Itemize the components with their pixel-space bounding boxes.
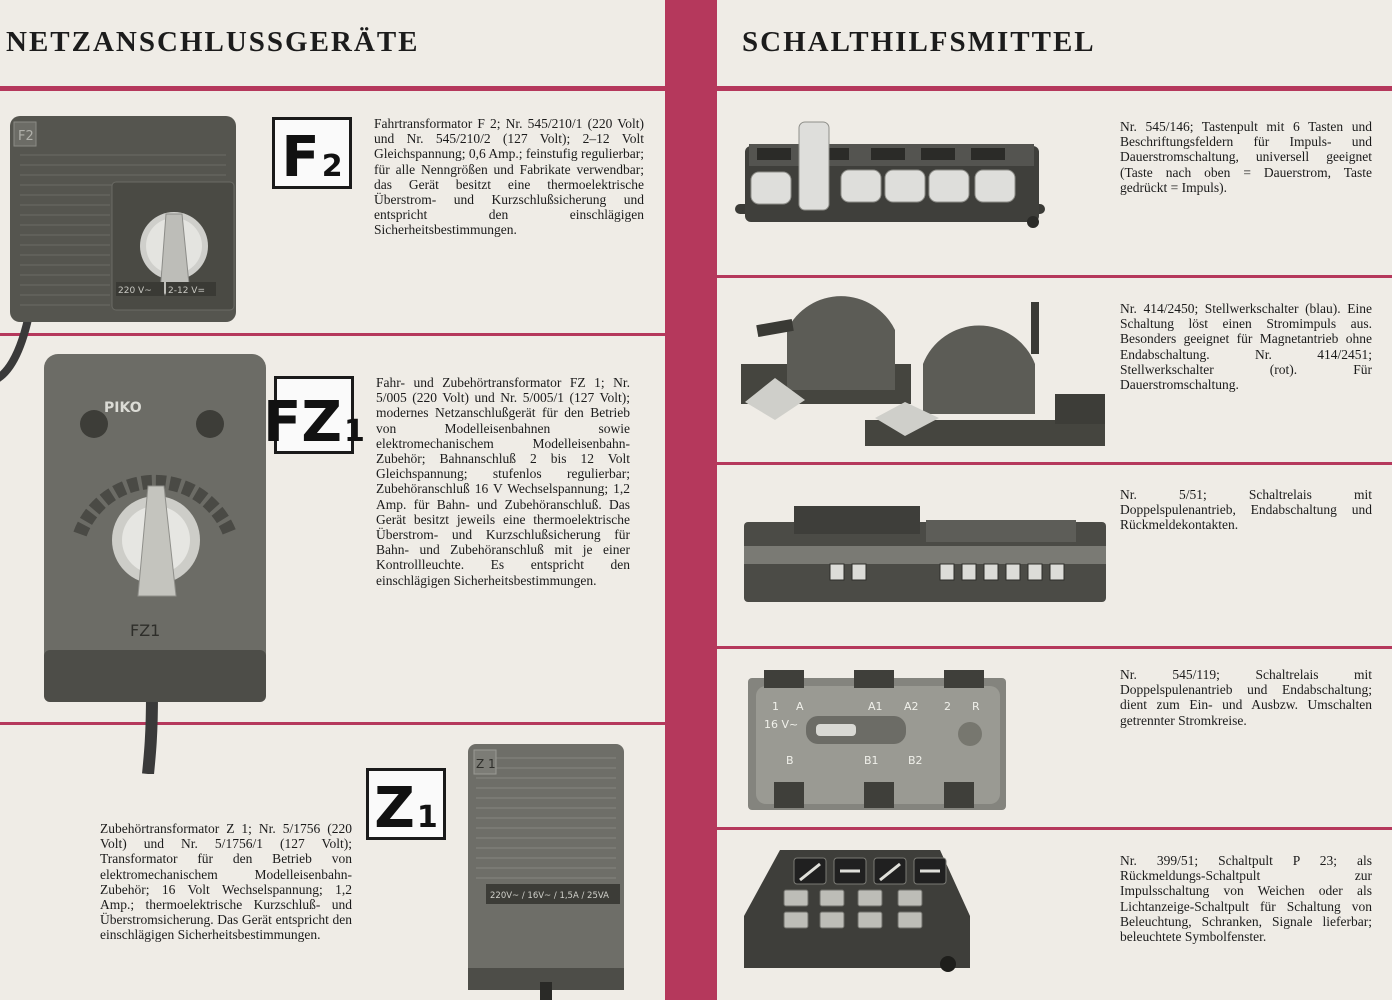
f2-device-label: F2 [18, 129, 34, 144]
f2-dial-right-label: 2-12 V= [168, 286, 205, 296]
badge-z1 [366, 768, 446, 840]
badge-fz1-main: FZ [263, 390, 342, 455]
schaltrelais-545119-photo [744, 664, 1010, 820]
schaltrelais-545119-description: Nr. 545/119; Schaltrelais mit Doppelspulenantrieb und Endabschaltung; dient zum Ein- und Ausbzw. Umschalten getrennter Stromkreise. [1120, 667, 1372, 728]
z1-transformer-photo [456, 738, 636, 1000]
tastenpult-photo [735, 118, 1045, 236]
z1-device-label: Z 1 [476, 757, 496, 771]
bottom-label-b1: B1 [864, 754, 879, 767]
tastenpult-description: Nr. 545/146; Tastenpult mit 6 Tasten und Beschriftungsfeldern für Impuls- und Dauerstromschaltung, universell geeignet (Taste nach oben = Dauerstrom, Taste gedrückt = Impuls). [1120, 119, 1372, 195]
f2-dial-left-label: 220 V~ [118, 286, 152, 296]
badge-z1-sub: 1 [416, 800, 438, 835]
f2-description: Fahrtransformator F 2; Nr. 545/210/1 (220 Volt) und Nr. 545/210/2 (127 Volt); 2–12 Volt Gleichspannung; 0,6 Amp.; feinstufig regulierbar; für alle Nenngrößen und Fabrikate verwendbar; das Gerät besitzt eine thermoelektrische Überstrom- und Kurzschlußsicherung und entspricht den einschlägigen Sicherheitsbestimmungen. [374, 116, 644, 238]
stellwerkschalter-description: Nr. 414/2450; Stellwerkschalter (blau). Eine Schaltung löst einen Stromimpuls aus. Besonders geeignet für Magnetantrieb ohne Endabschaltung. Nr. 414/2451; Stellwerkschalter (rot). Für Dauerstromschaltung. [1120, 301, 1372, 393]
right-rule-3 [717, 646, 1392, 649]
relay-voltage-label: 16 V~ [764, 718, 799, 731]
badge-fz1 [263, 376, 365, 455]
badge-fz1-sub: 1 [344, 414, 365, 449]
right-heading: SCHALTHILFSMITTEL [742, 26, 1096, 58]
schaltrelais-551-photo [740, 500, 1110, 610]
terminal-label-2: 2 [944, 700, 951, 713]
f2-transformer-photo [0, 110, 250, 390]
right-rule-2 [717, 462, 1392, 465]
badge-f2 [272, 117, 352, 189]
fz1-description: Fahr- und Zubehörtransformator FZ 1; Nr. 5/005 (220 Volt) und Nr. 5/005/1 (127 Volt); modernes Netzanschlußgerät für den Betrieb von Modelleisenbahnen sowie elektromechanischem Modelleisenbahn-Zubehör; Bahnanschluß 2 bis 12 Volt Gleichspannung; stufenlos regulierbar; Zubehöranschluß 16 V Wechselspannung; 1,2 Amp. für Bahn- und Zubehöranschluß. Das Gerät besitzt jeweils eine thermoelektrische Überstrom- und Kurzschlußsicherung für Bahn- und Zubehöranschluß mit je einer Kontrollleuchte. Es entspricht den einschlägigen Sicherheitsbestimmungen. [376, 375, 630, 588]
z1-description: Zubehörtransformator Z 1; Nr. 5/1756 (220 Volt) und Nr. 5/1756/1 (127 Volt); Transformator für den Betrieb von elektromechanischem Modelleisenbahn-Zubehör; 16 Volt Wechselspannung; 1,2 Amp.; thermoelektrische Kurzschluß- und Überstromsicherung. Das Gerät entspricht den einschlägigen Sicherheitsbestimmungen. [100, 821, 352, 943]
bottom-label-b2: B2 [908, 754, 923, 767]
terminal-label-a: A [796, 700, 804, 713]
fz1-transformer-photo [40, 354, 290, 774]
schaltrelais-551-description: Nr. 5/51; Schaltrelais mit Doppelspulenantrieb, Endabschaltung und Rückmeldekontakten. [1120, 487, 1372, 533]
z1-rating-plate: 220V~ / 16V~ / 1,5A / 25VA [490, 891, 609, 901]
left-heading: NETZANSCHLUSSGERÄTE [6, 26, 420, 58]
terminal-label-r: R [972, 700, 980, 713]
schaltpult-p23-description: Nr. 399/51; Schaltpult P 23; als Rückmeldungs-Schaltpult zur Impulsschaltung von Weichen oder als Lichtanzeige-Schaltpult für Schaltung von Beleuchtung, Schranken, Signale lieferbar; beleuchtete Symbolfenster. [1120, 853, 1372, 945]
right-rule-4 [717, 827, 1392, 830]
terminal-label-1: 1 [772, 700, 779, 713]
header-rule [0, 86, 1392, 91]
badge-f2-sub: 2 [321, 149, 343, 184]
badge-z1-main: Z [374, 776, 415, 841]
terminal-label-a2: A2 [904, 700, 919, 713]
stellwerkschalter-photo [735, 290, 1115, 450]
terminal-label-a1: A1 [868, 700, 883, 713]
bottom-label-b: B [786, 754, 794, 767]
right-rule-1 [717, 275, 1392, 278]
center-gutter [665, 0, 717, 1000]
fz1-device-label: FZ1 [130, 621, 161, 640]
badge-f2-main: F [281, 125, 320, 190]
fz1-logo: PIKO [104, 400, 142, 416]
schaltpult-p23-photo [740, 846, 974, 980]
